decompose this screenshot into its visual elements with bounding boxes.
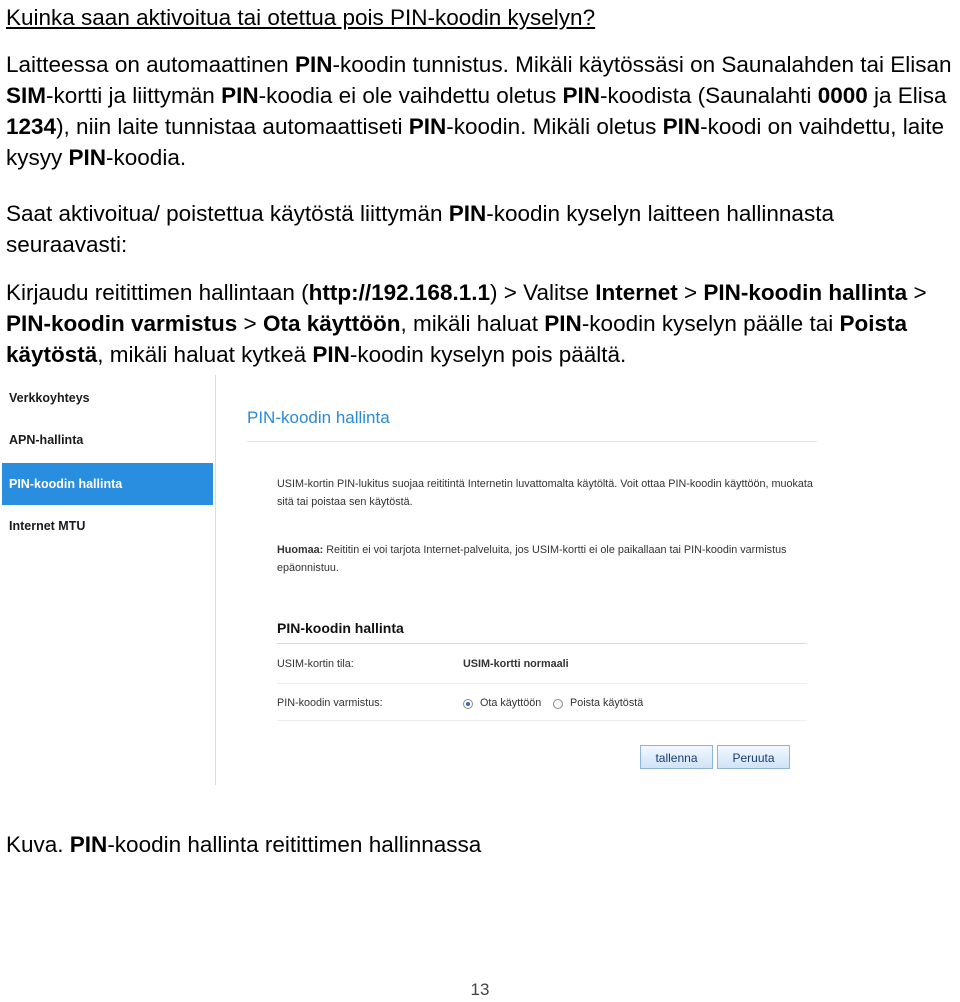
section-title: PIN-koodin hallinta	[277, 620, 404, 636]
description-text: USIM-kortin PIN-lukitus suojaa reititintä Internetin luvattomalta käytöltä. Voit ottaa PIN-koodin käyttöön, muokata sitä tai poistaa sen käytöstä.	[277, 478, 813, 508]
divider	[277, 643, 807, 644]
paragraph-howto: Saat aktivoitua/ poistettua käytöstä liittymän PIN-koodin kyselyn laitteen hallinnasta seuraavasti:	[6, 201, 834, 257]
usim-status-value: USIM-kortti normaali	[463, 658, 569, 670]
divider	[247, 441, 817, 442]
page-heading: Kuinka saan aktivoitua tai otettua pois PIN-koodin kyselyn?	[6, 5, 596, 30]
divider	[277, 683, 807, 684]
radio-enable[interactable]	[463, 699, 473, 709]
router-screenshot	[2, 375, 822, 785]
pin-verify-label: PIN-koodin varmistus:	[277, 697, 383, 709]
sidebar-item-verkkoyhteys[interactable]: Verkkoyhteys	[9, 391, 90, 405]
panel-title: PIN-koodin hallinta	[247, 408, 390, 427]
figure-caption: Kuva. PIN-koodin hallinta reitittimen hallinnassa	[6, 832, 482, 857]
usim-status-label: USIM-kortin tila:	[277, 658, 354, 670]
page-number: 13	[470, 980, 490, 999]
settings-sidebar	[2, 375, 216, 785]
paragraph-steps: Kirjaudu reitittimen hallintaan (http://192.168.1.1) > Valitse Internet > PIN-koodin hallinta > PIN-koodin varmistus > Ota käyttöön, mikäli haluat PIN-koodin kyselyn päälle tai Poista käytöstä, mikäli haluat kytkeä PIN-koodin kyselyn pois päältä.	[6, 280, 927, 367]
sidebar-item-pin-koodin-hallinta[interactable]: PIN-koodin hallinta	[2, 463, 213, 505]
divider	[277, 720, 807, 721]
sidebar-item-apn-hallinta[interactable]: APN-hallinta	[9, 433, 84, 447]
save-button[interactable]: tallenna	[640, 745, 713, 769]
paragraph-intro: Laitteessa on automaattinen PIN-koodin tunnistus. Mikäli käytössäsi on Saunalahden tai Elisan SIM-kortti ja liittymän PIN-koodia ei ole vaihdettu oletus PIN-koodista (Saunalahti 0000 ja Elisa 1234), niin laite tunnistaa automaattiseti PIN-koodin. Mikäli oletus PIN-koodi on vaihdettu, laite kysyy PIN-koodia.	[6, 52, 952, 170]
note-text: Huomaa: Reititin ei voi tarjota Internet-palveluita, jos USIM-kortti ei ole paikallaan tai PIN-koodin varmistus epäonnistuu.	[277, 544, 787, 574]
sidebar-item-internet-mtu[interactable]: Internet MTU	[9, 519, 86, 533]
cancel-button[interactable]: Peruuta	[717, 745, 790, 769]
radio-enable-label[interactable]: Ota käyttöön	[480, 697, 542, 709]
radio-disable[interactable]	[553, 699, 563, 709]
radio-disable-label[interactable]: Poista käytöstä	[570, 697, 644, 709]
